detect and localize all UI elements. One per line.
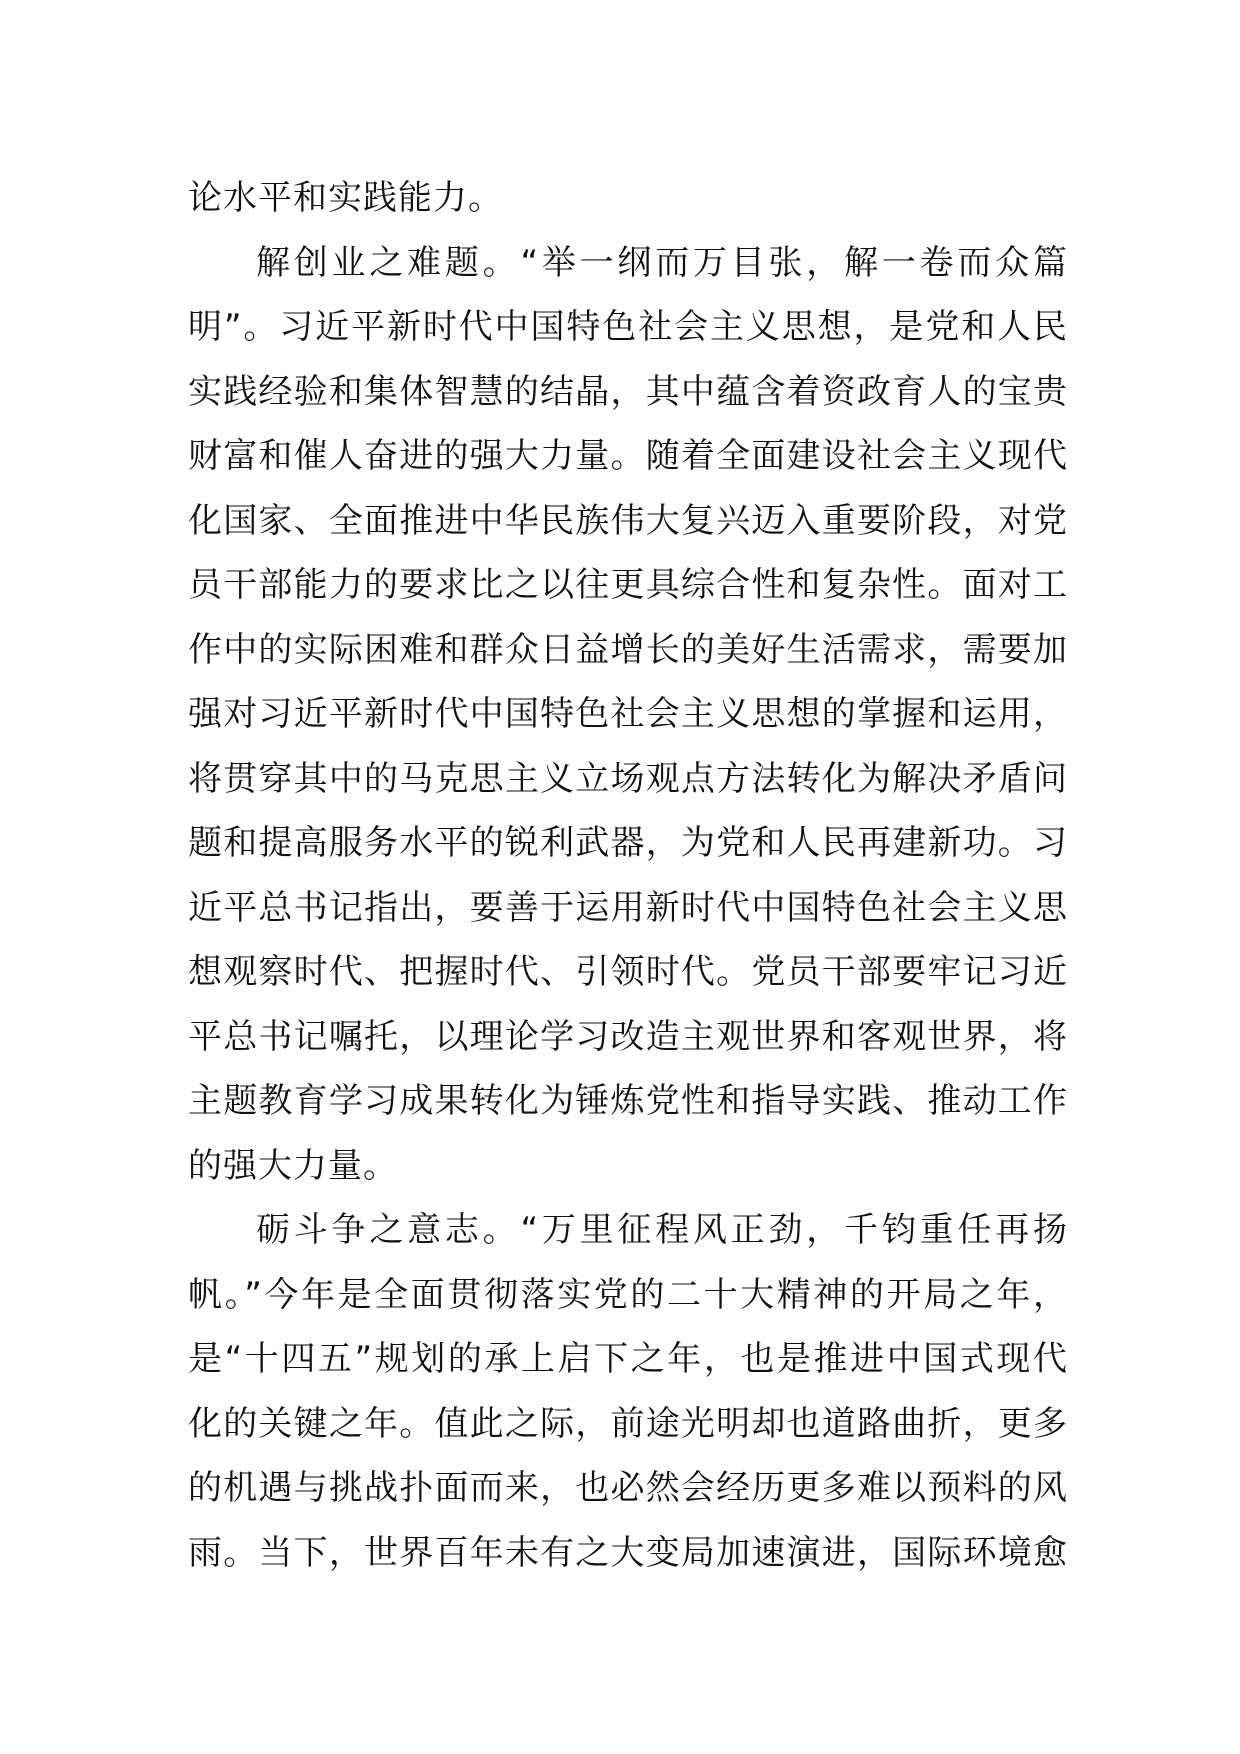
text-line: 主题教育学习成果转化为锤炼党性和指导实践、推动工作 — [188, 1081, 1068, 1121]
text-line: 平总书记嘱托，以理论学习改造主观世界和客观世界，将 — [188, 1016, 1068, 1057]
text-line: 强对习近平新时代中国特色社会主义思想的掌握和运用， — [188, 694, 1068, 734]
text-line: 近平总书记指出，要善于运用新时代中国特色社会主义思 — [188, 887, 1068, 928]
text-line: 明”。习近平新时代中国特色社会主义思想，是党和人民 — [188, 307, 1068, 347]
text-line: 想观察时代、把握时代、引领时代。党员干部要牢记习近 — [188, 952, 1068, 992]
text-line: 化国家、全面推进中华民族伟大复兴迈入重要阶段，对党 — [188, 500, 1068, 541]
paragraph-first-line: 砺斗争之意志。“万里征程风正劲，千钧重任再扬 — [256, 1210, 1068, 1250]
text-line: 将贯穿其中的马克思主义立场观点方法转化为解决矛盾问 — [188, 758, 1068, 799]
paragraph-last-line: 的强大力量。 — [188, 1145, 398, 1186]
text-line: 作中的实际困难和群众日益增长的美好生活需求，需要加 — [188, 629, 1068, 670]
text-line: 财富和催人奋进的强大力量。随着全面建设社会主义现代 — [188, 436, 1068, 476]
text-line: 员干部能力的要求比之以往更具综合性和复杂性。面对工 — [188, 565, 1068, 605]
text-line: 化的关键之年。值此之际，前途光明却也道路曲折，更多 — [188, 1403, 1068, 1444]
text-line: 的机遇与挑战扑面而来，也必然会经历更多难以预料的风 — [188, 1468, 1068, 1508]
text-line: 是“十四五”规划的承上启下之年，也是推进中国式现代 — [188, 1339, 1068, 1379]
text-line: 帆。”今年是全面贯彻落实党的二十大精神的开局之年， — [188, 1274, 1068, 1315]
text-line: 实践经验和集体智慧的结晶，其中蕴含着资政育人的宝贵 — [188, 371, 1068, 412]
text-line: 题和提高服务水平的锐利武器，为党和人民再建新功。习 — [188, 823, 1068, 863]
text-line: 雨。当下，世界百年未有之大变局加速演进，国际环境愈 — [188, 1532, 1068, 1573]
body-text — [188, 166, 1068, 1585]
paragraph-first-line: 解创业之难题。“举一纲而万目张，解一卷而众篇 — [256, 242, 1068, 283]
text-line: 论水平和实践能力。 — [188, 178, 503, 218]
